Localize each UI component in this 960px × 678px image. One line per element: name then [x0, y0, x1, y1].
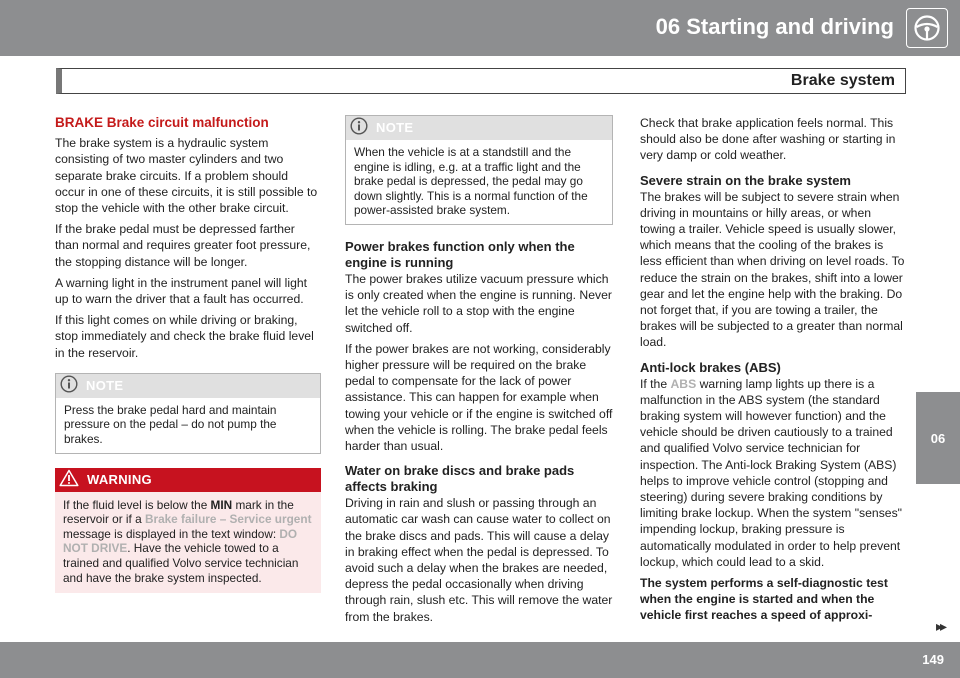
note-box: [345, 115, 613, 225]
water-on-brakes-heading: Water on brake discs and brake pads affects braking: [345, 463, 575, 495]
steering-wheel-icon: [906, 8, 948, 48]
warning-box: [55, 468, 321, 594]
section-title: Brake system: [790, 72, 895, 89]
power-brakes-heading: Power brakes function only when the engine is running: [345, 238, 575, 270]
abs-text: warning lamp lights up there is a malfunction in the ABS system (the standard braking system will however function) and the vehicle should be driven cautiously to a trained and qualified Volvo service technician for inspection. The Anti-lock Braking System (ABS) helps to improve vehicle control (stopping and steering) during severe braking conditions by limiting brake lockup. When the system "senses" impending lockup, braking pressure is automatically modulated in order to help prevent lockup, which could lead to a skid.: [640, 376, 902, 569]
chapter-title: 06 Starting and driving: [655, 14, 894, 39]
note-title: NOTE: [86, 377, 124, 393]
warning-text: mark in the reservoir or if a: [63, 497, 294, 527]
paragraph: If the power brakes are not working, considerably higher pressure will be required on the brake pedal to compensate for the lack of power assistance. This can happen for example when towing your vehicle or if the engine is switched off when the vehicle is rolling. The brake pedal feels harder than usual.: [345, 341, 613, 453]
footer-band: [0, 642, 960, 678]
paragraph: The power brakes utilize vacuum pressure which is only created when the engine is running. Never let the vehicle roll to a stop with the engine switched off.: [345, 271, 612, 335]
brake-failure-message: Brake failure – Service urgent: [144, 512, 312, 527]
warning-triangle-icon: [59, 469, 79, 491]
paragraph: Driving in rain and slush or passing through an automatic car wash can cause water to collect on the brake discs and pads. This will cause a delay in braking effect when the pedal is depressed. To avoid such a delay when the brakes are needed, depress the pedal occasionally when driving through rain, slush etc. This will remove the water from the brakes.: [345, 496, 613, 624]
note-header: [56, 374, 320, 398]
min-mark: MIN: [210, 497, 233, 512]
paragraph: [640, 376, 908, 570]
paragraph: If the brake pedal must be depressed farther than normal and requires greater foot pressure, the stopping distance will be longer.: [55, 222, 311, 269]
note-body: Press the brake pedal hard and maintain pressure on the pedal – do not pump the brakes.: [64, 402, 277, 447]
warning-text: . Have the vehicle towed to a trained and qualified Volvo service technician and have the brake system inspected.: [63, 541, 299, 585]
do-not-drive-message: DO NOT DRIVE: [63, 526, 298, 556]
paragraph: A warning light in the instrument panel will light up to warn the driver that a fault has occurred.: [55, 275, 308, 307]
paragraph: The brakes will be subject to severe strain when driving in mountains or hilly areas, or when towing a trailer. Vehicle speed is usually slower, which means that the cooling of the brakes is less efficient than when driving on level roads. To reduce the strain on the brakes, shift into a lower gear and let the engine help with the braking. Do not forget that, if you are towing a trailer, the brakes will be subjected to a greater than normal load.: [640, 189, 905, 350]
column-1: [55, 115, 321, 593]
note-title: NOTE: [376, 119, 414, 135]
paragraph: Check that brake application feels normal. This should also be done after washing or starting in very damp or cold weather.: [640, 116, 896, 163]
warning-body: [55, 492, 321, 594]
info-icon: [350, 117, 368, 139]
brake-circuit-heading: BRAKE Brake circuit malfunction: [55, 115, 269, 130]
warning-title: WARNING: [87, 471, 152, 487]
abs-lamp-label: ABS: [670, 376, 697, 391]
abs-text: If the: [640, 376, 671, 391]
column-3: [640, 115, 908, 629]
note-header: [346, 116, 612, 140]
note-body: When the vehicle is at a standstill and the engine is idling, e.g. at a traffic light and the brake pedal is depressed, the pedal may go down slightly. This is a normal function of the power-assisted brake system.: [354, 145, 588, 218]
section-bar: [56, 68, 906, 94]
warning-header: [55, 468, 321, 492]
note-box: [55, 373, 321, 454]
paragraph: If this light comes on while driving or braking, stop immediately and check the brake fluid level in the reservoir.: [55, 313, 314, 360]
page-number: 149: [922, 652, 944, 667]
continued-arrow-icon: ▸▸: [935, 618, 944, 634]
paragraph: The brake system is a hydraulic system consisting of two master cylinders and two separate brake circuits. If a problem should occur in one of these circuits, it is still possible to stop the vehicle with the other brake circuit.: [55, 136, 318, 216]
chapter-side-tab: 06: [916, 392, 960, 484]
info-icon: [60, 375, 78, 397]
warning-text: message is displayed in the text window:: [63, 526, 280, 541]
abs-heading: Anti-lock brakes (ABS): [640, 359, 781, 375]
paragraph: The system performs a self-diagnostic test when the engine is started and when the vehicle first reaches a speed of approxi-: [640, 576, 888, 623]
column-2: [345, 115, 613, 630]
warning-text: If the fluid level is below the: [63, 497, 211, 512]
severe-strain-heading: Severe strain on the brake system: [640, 172, 851, 188]
